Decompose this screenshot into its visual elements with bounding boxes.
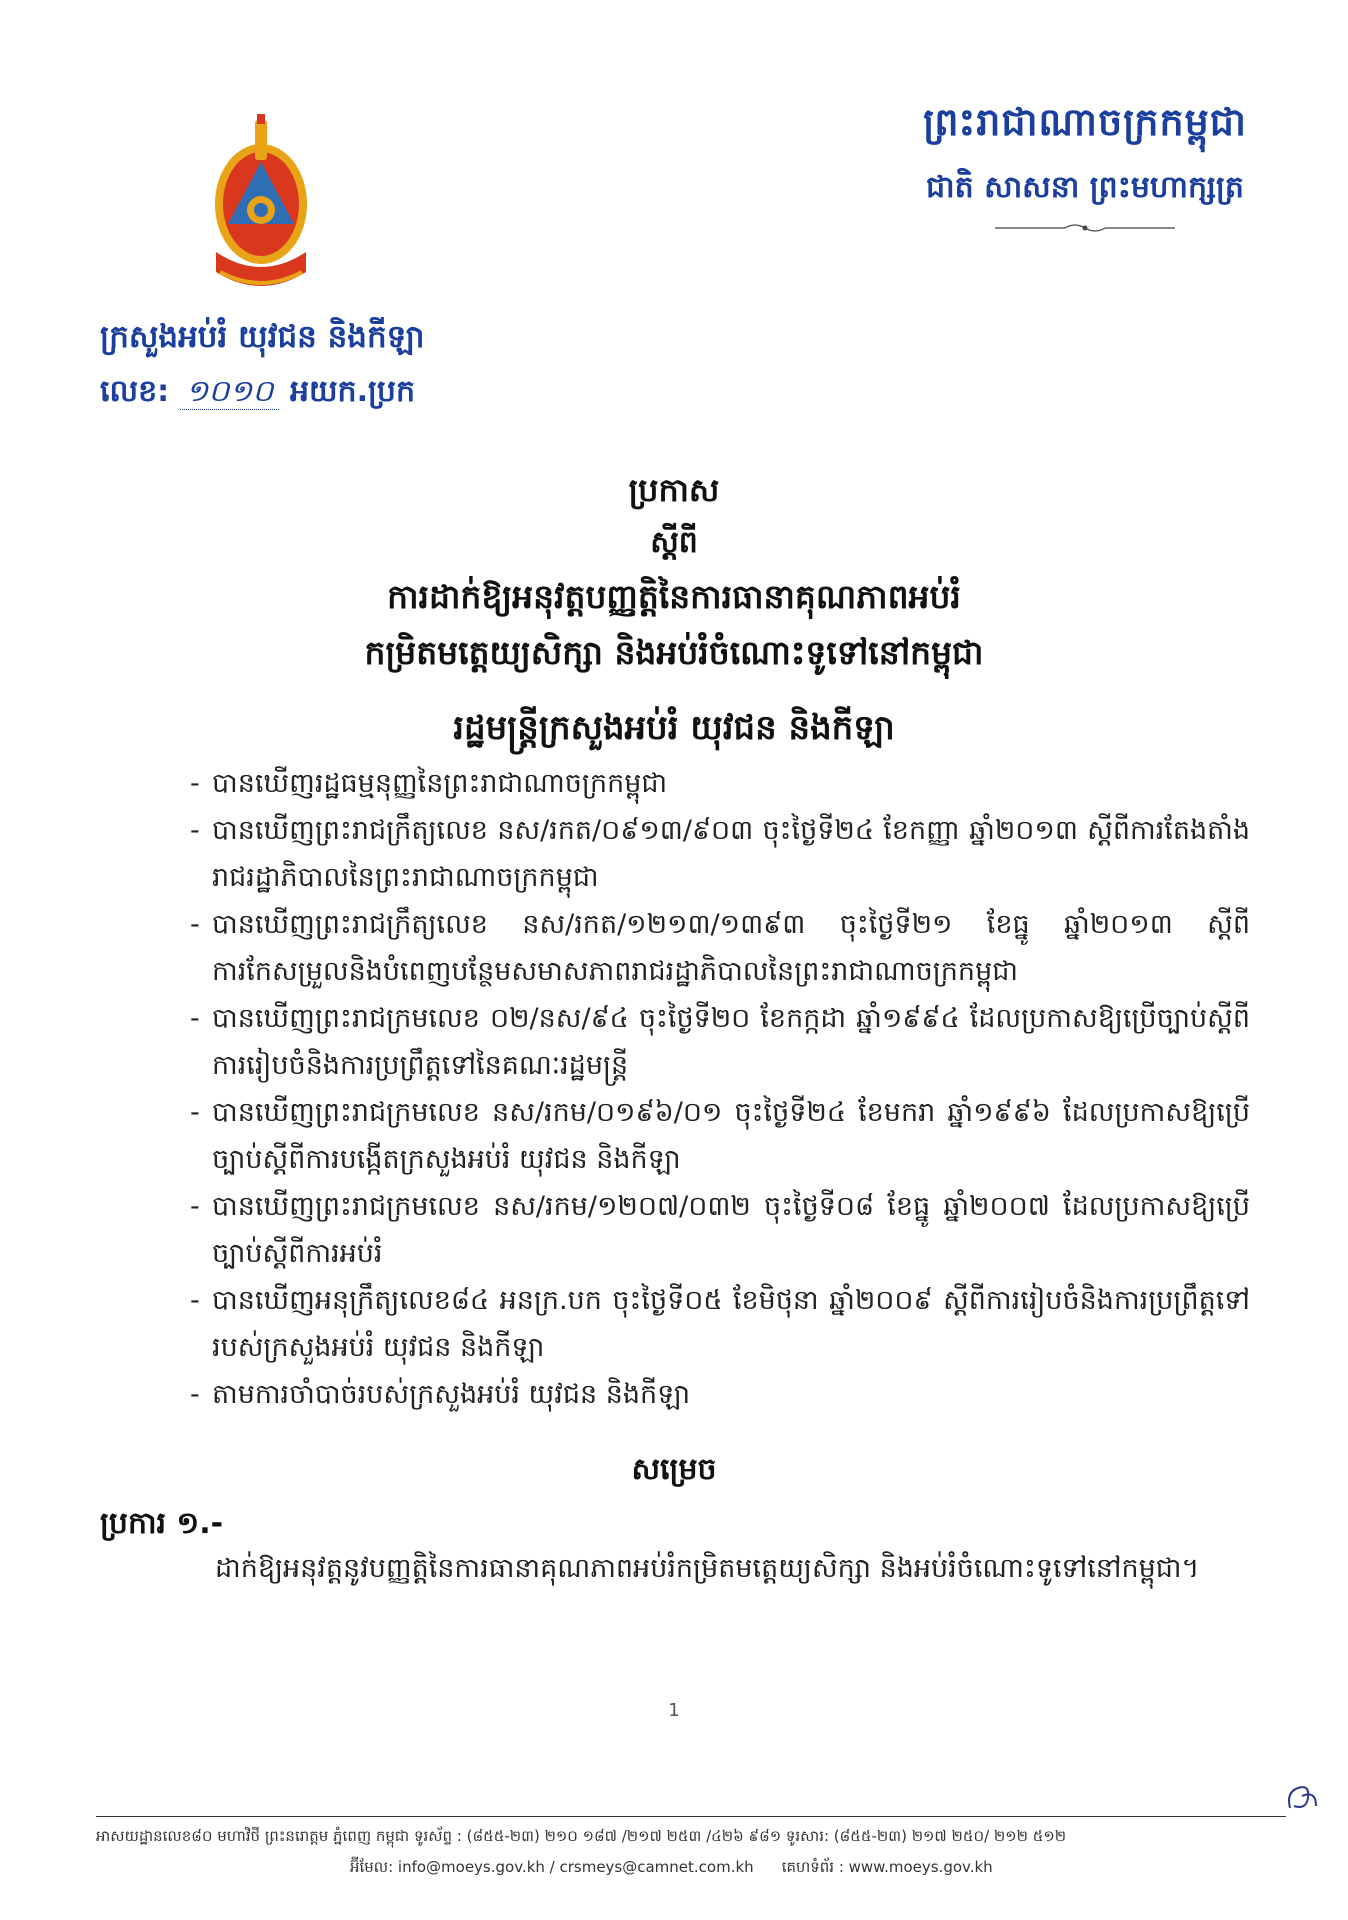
considerations-list	[190, 760, 1250, 1418]
reference-suffix: អយក.ប្រក	[289, 374, 416, 409]
kingdom-motto: ជាតិ សាសនា ព្រះមហាក្សត្រ	[926, 170, 1244, 205]
signatory-title: រដ្ឋមន្ត្រីក្រសួងអប់រំ យុវជន និងកីឡា	[453, 708, 895, 748]
list-item: - បានឃើញព្រះរាជក្រមលេខ នស/រកម/០១៩៦/០១ ចុះថ្ងៃទី២៤ ខែមករា ឆ្នាំ១៩៩៦ ដែលប្រកាសឱ្យប្រើច្បាប់ស្តីពីការបង្កើតក្រសួងអប់រំ យុវជន និងកីឡា	[190, 1089, 1250, 1183]
document-about: ស្តីពី	[650, 525, 698, 560]
document-title-block	[0, 470, 1348, 681]
ministry-name: ក្រសួងអប់រំ យុវជន និងកីឡា	[100, 319, 425, 355]
kingdom-header	[870, 98, 1300, 234]
handwritten-initial	[1282, 1778, 1322, 1818]
page-number: 1	[668, 1700, 680, 1721]
ministry-emblem-logo	[206, 112, 316, 302]
list-item: - បានឃើញព្រះរាជក្រឹត្យលេខ នស/រកត/១២១៣/១៣៩៣ ចុះថ្ងៃទី២១ ខែធ្នូ ឆ្នាំ២០១៣ ស្តីពីការកែសម្រួលនិងបំពេញបន្ថែមសមាសភាពរាជរដ្ឋាភិបាលនៃព្រះរាជាណាចក្រកម្ពុជា	[190, 901, 1250, 995]
article-heading: ប្រការ ១.-	[100, 1506, 224, 1541]
footer-address: អាសយដ្ឋានលេខ៨០ មហាវិថី ព្រះនរោត្តម ភ្នំពេញ កម្ពុជា ទូរស័ព្ទ : (៨៥៥-២៣) ២១០ ១៨៧ /២១៧ ២៥៣ /៤២៦ ៩៨១ ទូរសារ: (៨៥៥-២៣) ២១៧ ២៥០/ ២១២ ៥១២	[96, 1827, 1067, 1845]
reference-number	[100, 372, 415, 416]
list-item: - បានឃើញអនុក្រឹត្យលេខ៨៤ អនក្រ.បក ចុះថ្ងៃទី០៥ ខែមិថុនា ឆ្នាំ២០០៩ ស្តីពីការរៀបចំនិងការប្រព្រឹត្តទៅរបស់ក្រសួងអប់រំ យុវជន និងកីឡា	[190, 1277, 1250, 1371]
document-type: ប្រកាស	[628, 471, 720, 509]
list-item: - បានឃើញព្រះរាជក្រឹត្យលេខ នស/រកត/០៩១៣/៩០៣ ចុះថ្ងៃទី២៤ ខែកញ្ញា ឆ្នាំ២០១៣ ស្តីពីការតែងតាំងរាជរដ្ឋាភិបាលនៃព្រះរាជាណាចក្រកម្ពុជា	[190, 807, 1250, 901]
decision-heading: សម្រេច	[631, 1452, 717, 1487]
footer-website: គេហទំព័រ : www.moeys.gov.kh	[781, 1858, 993, 1876]
document-subject-line-1: ការដាក់ឱ្យអនុវត្តបញ្ញត្តិនៃការធានាគុណភាពអប់រំ	[387, 577, 961, 616]
list-item: - បានឃើញព្រះរាជក្រមលេខ នស/រកម/១២០៧/០៣២ ចុះថ្ងៃទី០៨ ខែធ្នូ ឆ្នាំ២០០៧ ដែលប្រកាសឱ្យប្រើច្បាប់ស្តីពីការអប់រំ	[190, 1183, 1250, 1277]
footer-divider	[96, 1816, 1286, 1817]
article-body: ដាក់ឱ្យអនុវត្តនូវបញ្ញត្តិនៃការធានាគុណភាពអប់រំកម្រិតមត្តេយ្យសិក្សា និងអប់រំចំណោះទូទៅនៅកម្ពុជា។	[215, 1553, 1200, 1584]
footer-contacts	[350, 1858, 993, 1880]
reference-label: លេខ:	[100, 374, 170, 409]
footer-email: អ៊ីមែល: info@moeys.gov.kh / crsmeys@camnet.com.kh	[350, 1858, 754, 1876]
kingdom-title: ព្រះរាជាណាចក្រកម្ពុជា	[923, 100, 1247, 144]
list-item: - បានឃើញព្រះរាជក្រមលេខ ០២/នស/៩៤ ចុះថ្ងៃទី២០ ខែកក្កដា ឆ្នាំ១៩៩៤ ដែលប្រកាសឱ្យប្រើច្បាប់ស្តីពីការរៀបចំនិងការប្រព្រឹត្តទៅនៃគណៈរដ្ឋមន្ត្រី	[190, 995, 1250, 1089]
document-subject-line-2: កម្រិតមត្តេយ្យសិក្សា និងអប់រំចំណោះទូទៅនៅកម្ពុជា	[364, 633, 984, 672]
reference-value: ១០១០	[180, 374, 280, 410]
list-item: - តាមការចាំបាច់របស់ក្រសួងអប់រំ យុវជន និងកីឡា	[190, 1371, 1250, 1418]
list-item: - បានឃើញរដ្ឋធម្មនុញ្ញនៃព្រះរាជាណាចក្រកម្ពុជា	[190, 760, 1250, 807]
divider-ornament	[995, 220, 1175, 234]
